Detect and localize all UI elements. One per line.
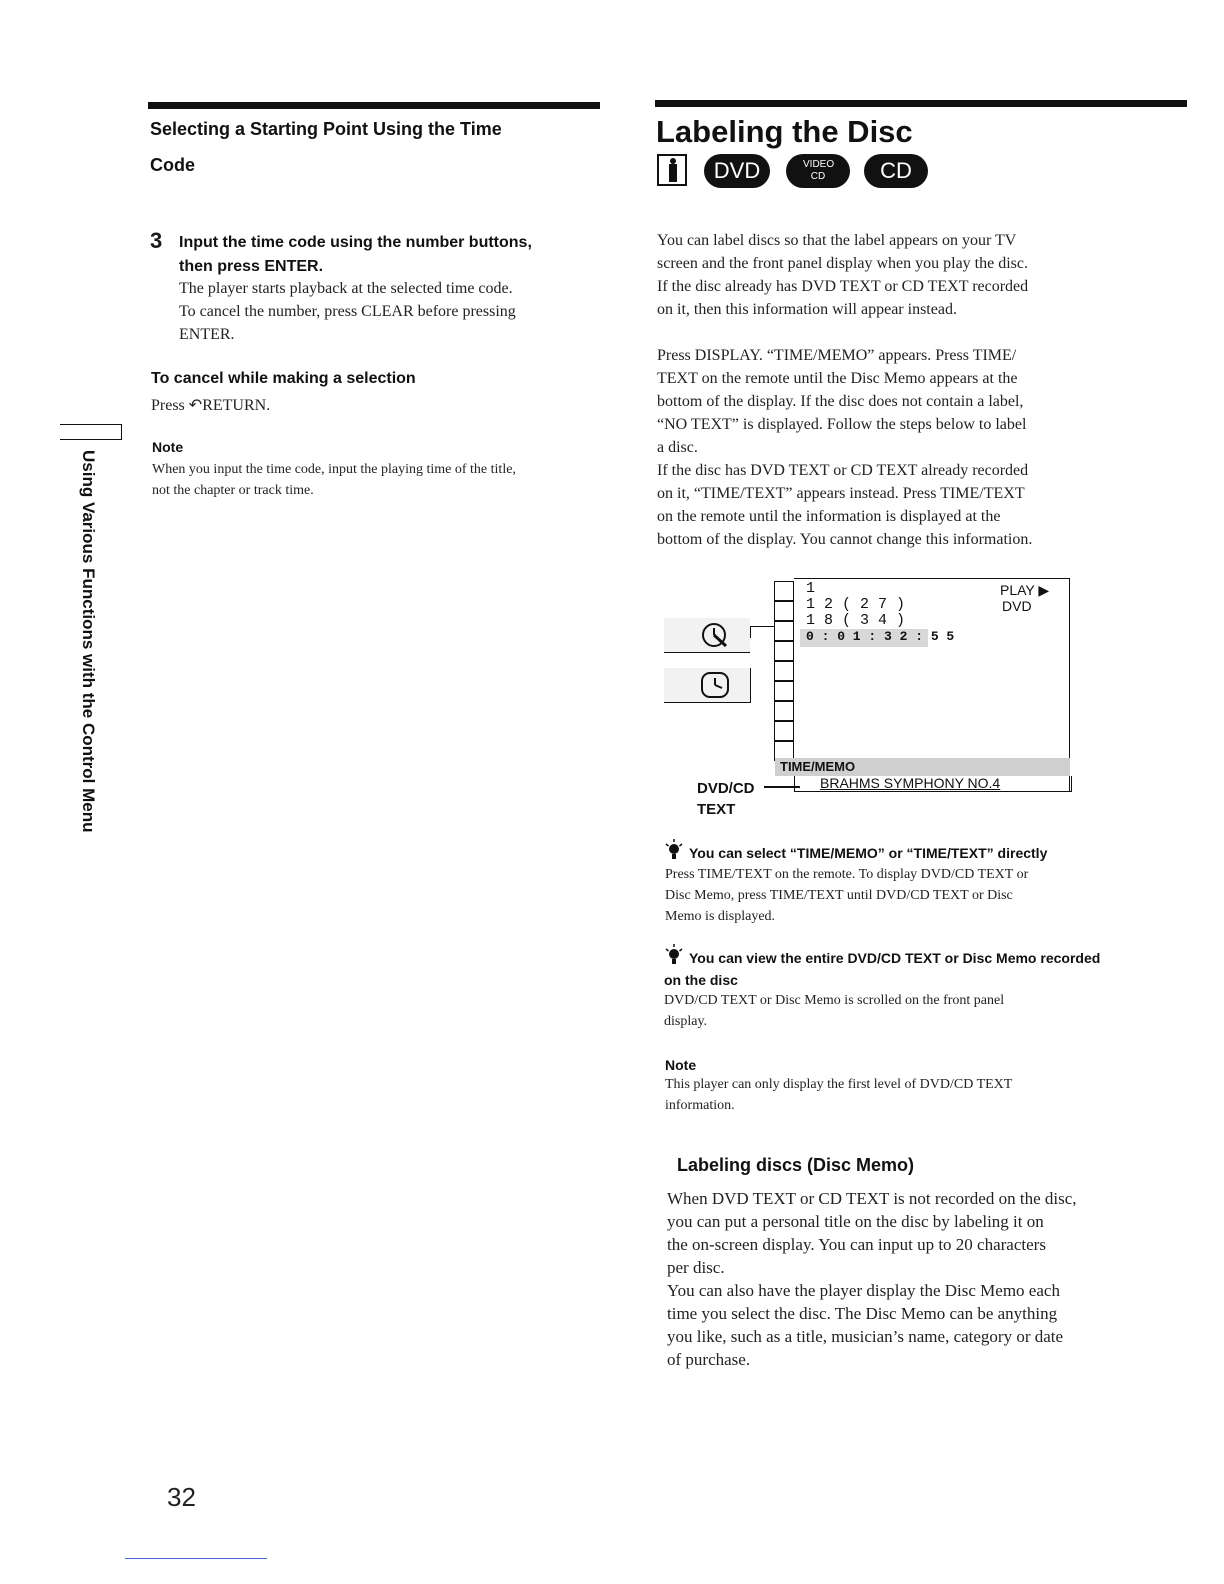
tip2-body — [664, 990, 1124, 1032]
cancel-body: Press ↶RETURN. — [151, 397, 271, 414]
video-cd-logo — [786, 154, 850, 188]
instr-line-3: bottom of the display. If the disc does not contain a label, — [657, 393, 1024, 410]
osd-tick — [774, 641, 794, 661]
tip1-line-1: Press TIME/TEXT on the remote. To display DVD/CD TEXT or — [665, 867, 1029, 882]
sub-line-2: you can put a personal title on the disc by labeling it on — [667, 1212, 1044, 1231]
left-note-line-1: When you input the time code, input the playing time of the title, — [152, 462, 516, 477]
right-note-body — [665, 1074, 1125, 1116]
left-note-line-2: not the chapter or track time. — [152, 483, 314, 498]
sub-body — [667, 1187, 1137, 1371]
step-body-line-3: ENTER. — [179, 326, 235, 343]
right-note-line-1: This player can only display the first level of DVD/CD TEXT — [665, 1077, 1013, 1092]
tip2-line-2: display. — [664, 1014, 708, 1029]
section-title — [150, 111, 600, 183]
right-note-line-2: information. — [665, 1098, 735, 1113]
step-heading-line-2: then press ENTER. — [179, 258, 324, 275]
section-title-line-1: Selecting a Starting Point Using the Time — [150, 119, 502, 139]
section-title-line-2: Code — [150, 155, 195, 175]
osd-tick — [774, 721, 794, 741]
osd-tick — [774, 681, 794, 701]
dvd-logo-text: DVD — [713, 158, 761, 183]
left-note-heading: Note — [152, 439, 184, 455]
instr-line-9: bottom of the display. You cannot change this information. — [657, 531, 1033, 548]
tip1-line-2: Disc Memo, press TIME/TEXT until DVD/CD TEXT or Disc — [665, 888, 1013, 903]
step-body-line-1: The player starts playback at the selected time code. — [179, 280, 513, 297]
sub-line-6: time you select the disc. The Disc Memo can be anything — [667, 1304, 1058, 1323]
osd-tick — [774, 661, 794, 681]
video-cd-logo-text: VIDEO CD — [803, 159, 835, 182]
cd-logo-text: CD — [880, 158, 912, 183]
right-top-rule — [655, 100, 1187, 107]
sub-line-1: When DVD TEXT or CD TEXT is not recorded on the disc, — [667, 1189, 1077, 1208]
step-body — [179, 277, 599, 346]
sub-heading: Labeling discs (Disc Memo) — [677, 1155, 915, 1175]
sub-line-8: of purchase. — [667, 1350, 751, 1369]
osd-chapter: 1 2 ( 2 7 ) — [806, 596, 906, 613]
cancel-heading: To cancel while making a selection — [151, 370, 416, 387]
tip1-body — [665, 864, 1125, 927]
intro-paragraph — [657, 229, 1127, 321]
osd-callout-line-2: TEXT — [697, 801, 736, 818]
cd-logo — [864, 154, 928, 188]
tip2-heading — [664, 947, 1134, 991]
osd-track: 1 8 ( 3 4 ) — [806, 612, 906, 629]
tip2-heading-line-2: on the disc — [664, 972, 738, 988]
time-icon-connector — [750, 626, 774, 638]
play-arrow-icon: ▶ — [1038, 582, 1050, 598]
remote-icon — [657, 154, 687, 186]
dvd-logo — [704, 154, 770, 188]
step-heading — [179, 231, 532, 279]
sub-line-7: you like, such as a title, musician’s name, category or date — [667, 1327, 1064, 1346]
osd-tick — [774, 581, 794, 601]
intro-line-1: You can label discs so that the label appears on your TV — [657, 232, 1017, 249]
footer-rule — [125, 1558, 267, 1559]
osd-tick — [774, 621, 794, 641]
osd-play-label: PLAY — [1000, 582, 1035, 598]
tip2-line-1: DVD/CD TEXT or Disc Memo is scrolled on the front panel — [664, 993, 1005, 1008]
memo-icon-box — [664, 668, 751, 703]
osd-time: 0 : 0 1 : 3 2 : 5 5 — [806, 629, 955, 644]
osd-title-number: 1 — [806, 580, 816, 597]
tip-bulb-icon — [664, 838, 684, 862]
osd-callout — [697, 778, 755, 820]
instr-line-2: TEXT on the remote until the Disc Memo appears at the — [657, 370, 1018, 387]
right-note-heading: Note — [665, 1057, 697, 1073]
callout-arrow — [764, 786, 800, 788]
side-tab-bracket — [60, 424, 122, 440]
osd-memo-text: BRAHMS SYMPHONY NO.4 — [820, 775, 1001, 791]
instr-line-5: a disc. — [657, 439, 698, 456]
step-heading-line-1: Input the time code using the number buttons, — [179, 234, 532, 251]
page-title: Labeling the Disc — [656, 114, 913, 149]
instr-line-1: Press DISPLAY. “TIME/MEMO” appears. Press TIME/ — [657, 347, 1017, 364]
sub-line-3: the on-screen display. You can input up to 20 characters — [667, 1235, 1046, 1254]
tip2-heading-line-1: You can view the entire DVD/CD TEXT or Disc Memo recorded — [689, 950, 1101, 966]
instr-line-4: “NO TEXT” is displayed. Follow the steps below to label — [657, 416, 1027, 433]
instr-line-6: If the disc has DVD TEXT or CD TEXT already recorded — [657, 462, 1029, 479]
tip1-heading: You can select “TIME/MEMO” or “TIME/TEXT” directly — [689, 845, 1048, 861]
osd-disc-type: DVD — [1002, 598, 1032, 614]
clock-icon — [696, 620, 736, 650]
intro-line-4: on it, then this information will appear instead. — [657, 301, 957, 318]
step-number: 3 — [150, 228, 163, 253]
intro-line-3: If the disc already has DVD TEXT or CD TEXT recorded — [657, 278, 1029, 295]
sub-line-4: per disc. — [667, 1258, 725, 1277]
step-body-line-2: To cancel the number, press CLEAR before pressing — [179, 303, 516, 320]
intro-line-2: screen and the front panel display when you play the disc. — [657, 255, 1028, 272]
osd-tick — [774, 601, 794, 621]
osd-play-status — [1000, 582, 1049, 599]
instr-line-7: on it, “TIME/TEXT” appears instead. Press TIME/TEXT — [657, 485, 1025, 502]
sub-line-5: You can also have the player display the Disc Memo each — [667, 1281, 1060, 1300]
instr-line-8: on the remote until the information is displayed at the — [657, 508, 1001, 525]
left-top-rule — [148, 102, 600, 109]
side-tab-label: Using Various Functions with the Control Menu — [79, 450, 98, 833]
tip1-line-3: Memo is displayed. — [665, 909, 776, 924]
instructions-paragraph — [657, 344, 1127, 551]
left-note-body — [152, 459, 612, 501]
page-number: 32 — [167, 1482, 196, 1512]
osd-tick — [774, 701, 794, 721]
time-icon-box — [664, 618, 750, 653]
osd-memo-label: TIME/MEMO — [780, 759, 856, 774]
memo-clock-icon — [696, 670, 736, 700]
osd-callout-line-1: DVD/CD — [697, 780, 755, 797]
